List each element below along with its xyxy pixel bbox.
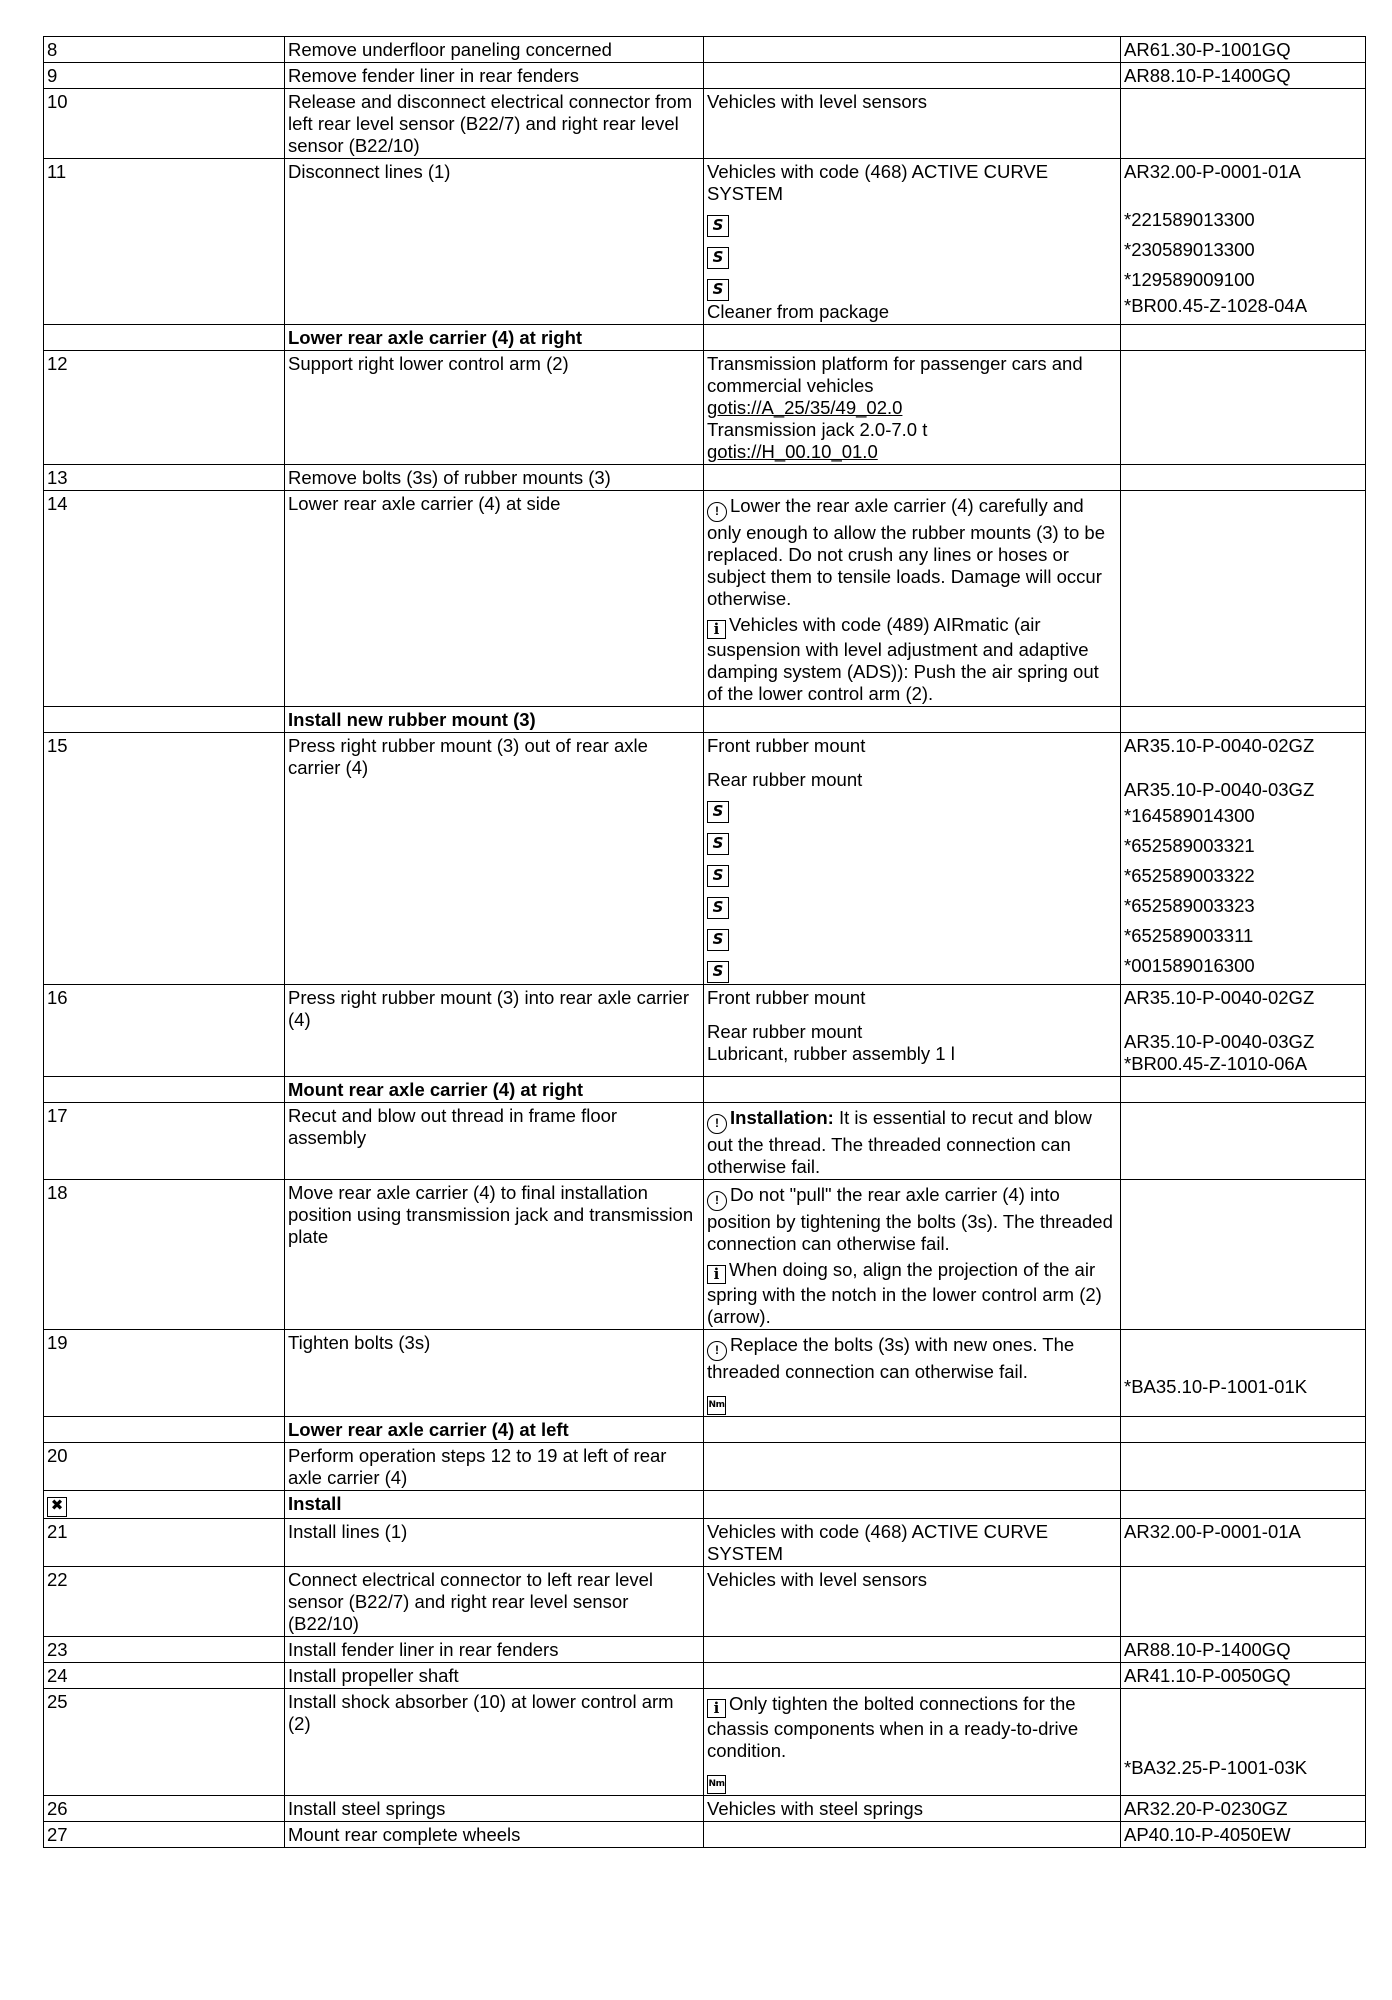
step-number-cell bbox=[44, 37, 285, 63]
step-row bbox=[44, 63, 1366, 89]
note-block bbox=[707, 301, 1117, 323]
reference-cell bbox=[1121, 1103, 1366, 1180]
step-action: Tighten bolts (3s) bbox=[288, 1332, 431, 1353]
document-reference[interactable]: AR61.30-P-1001GQ bbox=[1124, 39, 1291, 60]
reference-cell bbox=[1121, 1491, 1366, 1519]
step-number-cell bbox=[44, 1491, 285, 1519]
notes-cell bbox=[704, 37, 1121, 63]
notes-cell bbox=[704, 1077, 1121, 1103]
warning-icon: ! bbox=[707, 1191, 727, 1211]
action-cell bbox=[285, 63, 704, 89]
reference-cell bbox=[1121, 733, 1366, 985]
step-row bbox=[44, 1103, 1366, 1180]
note-block bbox=[707, 1569, 1117, 1591]
section-title: Mount rear axle carrier (4) at right bbox=[288, 1079, 584, 1100]
note-block bbox=[707, 1334, 1117, 1383]
step-number: 16 bbox=[47, 987, 68, 1008]
step-action: Perform operation steps 12 to 19 at left of rear axle carrier (4) bbox=[288, 1445, 667, 1488]
document-reference[interactable]: AR35.10-P-0040-03GZ bbox=[1124, 1031, 1315, 1052]
note-block bbox=[707, 1521, 1117, 1565]
repair-procedure-table bbox=[43, 36, 1366, 1848]
part-number: *230589013300 bbox=[1124, 239, 1255, 260]
section-title: Lower rear axle carrier (4) at right bbox=[288, 327, 583, 348]
section-row bbox=[44, 707, 1366, 733]
step-number-cell bbox=[44, 985, 285, 1077]
notes-cell bbox=[704, 491, 1121, 707]
note-text: Do not "pull" the rear axle carrier (4) into position by tightening the bolts (3s). The threaded connection can otherwise fail. bbox=[707, 1184, 1113, 1254]
step-row bbox=[44, 465, 1366, 491]
special-tool-icon: S bbox=[707, 215, 729, 237]
step-row bbox=[44, 1519, 1366, 1567]
step-number: 12 bbox=[47, 353, 68, 374]
step-row bbox=[44, 1443, 1366, 1491]
reference-cell bbox=[1121, 63, 1366, 89]
note-block bbox=[707, 769, 1117, 791]
install-icon: ✖ bbox=[47, 1497, 67, 1517]
torque-icon: Nm bbox=[707, 1775, 726, 1794]
step-number-cell bbox=[44, 1519, 285, 1567]
warning-icon: ! bbox=[707, 1114, 727, 1134]
step-row bbox=[44, 89, 1366, 159]
notes-cell bbox=[704, 1103, 1121, 1180]
document-reference[interactable]: AR41.10-P-0050GQ bbox=[1124, 1665, 1291, 1686]
section-row bbox=[44, 325, 1366, 351]
step-number: 23 bbox=[47, 1639, 68, 1660]
step-number-cell bbox=[44, 89, 285, 159]
info-icon: i bbox=[707, 620, 726, 639]
reference-cell bbox=[1121, 89, 1366, 159]
notes-cell bbox=[704, 1519, 1121, 1567]
reference-cell bbox=[1121, 465, 1366, 491]
action-cell bbox=[285, 325, 704, 351]
special-tool-line bbox=[707, 791, 1117, 823]
step-number: 9 bbox=[47, 65, 58, 86]
step-row bbox=[44, 1637, 1366, 1663]
step-number-cell bbox=[44, 733, 285, 985]
notes-cell bbox=[704, 1796, 1121, 1822]
notes-cell bbox=[704, 733, 1121, 985]
notes-cell bbox=[704, 351, 1121, 465]
part-number: *652589003321 bbox=[1124, 835, 1255, 856]
document-reference[interactable]: AR35.10-P-0040-02GZ bbox=[1124, 735, 1315, 756]
step-row bbox=[44, 1180, 1366, 1330]
document-reference[interactable]: AR35.10-P-0040-02GZ bbox=[1124, 987, 1315, 1008]
special-tool-line bbox=[707, 855, 1117, 887]
step-row bbox=[44, 733, 1366, 985]
part-number: *BR00.45-Z-1010-06A bbox=[1124, 1053, 1308, 1074]
step-number-cell bbox=[44, 1443, 285, 1491]
note-block bbox=[707, 1107, 1117, 1178]
action-cell bbox=[285, 351, 704, 465]
torque-line bbox=[707, 1762, 1117, 1794]
note-text: It is essential to recut and blow out the thread. The threaded connection can otherwise fail. bbox=[707, 1107, 1092, 1177]
action-cell bbox=[285, 1103, 704, 1180]
special-tool-line bbox=[707, 237, 1117, 269]
step-row bbox=[44, 1796, 1366, 1822]
step-number: 21 bbox=[47, 1521, 68, 1542]
reference-cell bbox=[1121, 707, 1366, 733]
part-number: *129589009100 bbox=[1124, 269, 1255, 290]
step-action: Install shock absorber (10) at lower control arm (2) bbox=[288, 1691, 674, 1734]
step-action: Install fender liner in rear fenders bbox=[288, 1639, 559, 1660]
note-text: Vehicles with code (489) AIRmatic (air suspension with level adjustment and adaptive damping system (ADS)): Push the air spring out of the lower control arm (2). bbox=[707, 614, 1099, 704]
notes-cell bbox=[704, 1417, 1121, 1443]
step-row bbox=[44, 491, 1366, 707]
part-number: *652589003311 bbox=[1124, 925, 1254, 946]
step-number: 8 bbox=[47, 39, 58, 60]
note-block bbox=[707, 735, 1117, 757]
note-text: Vehicles with steel springs bbox=[707, 1798, 923, 1819]
step-number-cell bbox=[44, 1567, 285, 1637]
notes-cell bbox=[704, 159, 1121, 325]
step-number-cell bbox=[44, 1180, 285, 1330]
step-row bbox=[44, 1663, 1366, 1689]
step-action: Connect electrical connector to left rear level sensor (B22/7) and right rear level sensor (B22/10) bbox=[288, 1569, 654, 1634]
document-reference[interactable]: AP40.10-P-4050EW bbox=[1124, 1824, 1291, 1845]
step-number: 10 bbox=[47, 91, 68, 112]
part-number: *001589016300 bbox=[1124, 955, 1255, 976]
step-action: Remove underfloor paneling concerned bbox=[288, 39, 612, 60]
step-action: Install propeller shaft bbox=[288, 1665, 459, 1686]
document-reference[interactable]: AR32.00-P-0001-01A bbox=[1124, 1521, 1301, 1542]
step-number: 22 bbox=[47, 1569, 68, 1590]
reference-cell bbox=[1121, 1822, 1366, 1848]
reference-cell bbox=[1121, 985, 1366, 1077]
note-label: Installation: bbox=[730, 1107, 834, 1128]
step-action: Install steel springs bbox=[288, 1798, 446, 1819]
action-cell bbox=[285, 1519, 704, 1567]
action-cell bbox=[285, 733, 704, 985]
part-number: *BR00.45-Z-1028-04A bbox=[1124, 295, 1308, 316]
special-tool-icon: S bbox=[707, 801, 729, 823]
step-number-cell bbox=[44, 1330, 285, 1417]
reference-cell bbox=[1121, 351, 1366, 465]
notes-cell bbox=[704, 89, 1121, 159]
warning-icon: ! bbox=[707, 1341, 727, 1361]
reference-cell bbox=[1121, 1330, 1366, 1417]
action-cell bbox=[285, 707, 704, 733]
step-number-cell bbox=[44, 491, 285, 707]
special-tool-icon: S bbox=[707, 865, 729, 887]
notes-cell bbox=[704, 1443, 1121, 1491]
note-block bbox=[707, 1021, 1117, 1043]
note-text: Vehicles with code (468) ACTIVE CURVE SYSTEM bbox=[707, 161, 1049, 204]
document-reference[interactable]: AR88.10-P-1400GQ bbox=[1124, 1639, 1291, 1660]
part-number: *BA35.10-P-1001-01K bbox=[1124, 1376, 1308, 1397]
reference-cell bbox=[1121, 1796, 1366, 1822]
step-number-cell bbox=[44, 465, 285, 491]
special-tool-line bbox=[707, 919, 1117, 951]
part-number: *164589014300 bbox=[1124, 805, 1255, 826]
note-block bbox=[707, 1798, 1117, 1820]
action-cell bbox=[285, 37, 704, 63]
note-block bbox=[707, 353, 1117, 419]
step-row bbox=[44, 37, 1366, 63]
info-icon: i bbox=[707, 1265, 726, 1284]
note-text: Only tighten the bolted connections for the chassis components when in a ready-to-drive condition. bbox=[707, 1693, 1079, 1761]
step-action: Move rear axle carrier (4) to final installation position using transmission jack and transmission plate bbox=[288, 1182, 694, 1247]
reference-cell bbox=[1121, 1519, 1366, 1567]
step-number-cell bbox=[44, 707, 285, 733]
step-action: Mount rear complete wheels bbox=[288, 1824, 521, 1845]
notes-cell bbox=[704, 1330, 1121, 1417]
action-cell bbox=[285, 1689, 704, 1796]
note-text: Rear rubber mount bbox=[707, 769, 863, 790]
special-tool-line bbox=[707, 823, 1117, 855]
notes-cell bbox=[704, 1180, 1121, 1330]
step-row bbox=[44, 1689, 1366, 1796]
step-number: 27 bbox=[47, 1824, 68, 1845]
step-number-cell bbox=[44, 325, 285, 351]
part-number: *652589003323 bbox=[1124, 895, 1255, 916]
part-number: *652589003322 bbox=[1124, 865, 1255, 886]
section-title: Install new rubber mount (3) bbox=[288, 709, 536, 730]
step-row bbox=[44, 985, 1366, 1077]
step-row bbox=[44, 159, 1366, 325]
special-tool-icon: S bbox=[707, 929, 729, 951]
step-number-cell bbox=[44, 1689, 285, 1796]
note-block bbox=[707, 161, 1117, 205]
section-row bbox=[44, 1491, 1366, 1519]
note-text: Vehicles with level sensors bbox=[707, 91, 928, 112]
document-reference[interactable]: AR32.00-P-0001-01A bbox=[1124, 161, 1301, 182]
note-text: Cleaner from package bbox=[707, 301, 890, 322]
notes-cell bbox=[704, 707, 1121, 733]
special-tool-icon: S bbox=[707, 247, 729, 269]
step-action: Install lines (1) bbox=[288, 1521, 408, 1542]
notes-cell bbox=[704, 465, 1121, 491]
action-cell bbox=[285, 1417, 704, 1443]
note-text: Lower the rear axle carrier (4) carefully and only enough to allow the rubber mounts (3) to be replaced. Do not crush any lines or hoses or subject them to tensile loads. Damage will occur otherwise. bbox=[707, 495, 1105, 609]
warning-icon: ! bbox=[707, 502, 727, 522]
step-action: Press right rubber mount (3) out of rear axle carrier (4) bbox=[288, 735, 648, 778]
info-icon: i bbox=[707, 1699, 726, 1718]
action-cell bbox=[285, 491, 704, 707]
step-number: 18 bbox=[47, 1182, 68, 1203]
action-cell bbox=[285, 1180, 704, 1330]
step-number-cell bbox=[44, 1077, 285, 1103]
gotis-link[interactable]: gotis://A_25/35/49_02.0 bbox=[707, 397, 903, 418]
reference-cell bbox=[1121, 491, 1366, 707]
action-cell bbox=[285, 1330, 704, 1417]
reference-cell bbox=[1121, 1663, 1366, 1689]
action-cell bbox=[285, 1567, 704, 1637]
special-tool-line bbox=[707, 269, 1117, 301]
step-row bbox=[44, 1822, 1366, 1848]
note-text: Front rubber mount bbox=[707, 735, 866, 756]
step-action: Press right rubber mount (3) into rear axle carrier (4) bbox=[288, 987, 689, 1030]
action-cell bbox=[285, 1637, 704, 1663]
document-reference[interactable]: AR88.10-P-1400GQ bbox=[1124, 65, 1291, 86]
note-block bbox=[707, 614, 1117, 705]
reference-cell bbox=[1121, 325, 1366, 351]
step-row bbox=[44, 1567, 1366, 1637]
reference-cell bbox=[1121, 1077, 1366, 1103]
special-tool-icon: S bbox=[707, 833, 729, 855]
step-number: 17 bbox=[47, 1105, 68, 1126]
notes-cell bbox=[704, 325, 1121, 351]
step-number: 14 bbox=[47, 493, 68, 514]
note-text: Lubricant, rubber assembly 1 l bbox=[707, 1043, 955, 1064]
step-number-cell bbox=[44, 351, 285, 465]
notes-cell bbox=[704, 1637, 1121, 1663]
reference-cell bbox=[1121, 1689, 1366, 1796]
note-text: Front rubber mount bbox=[707, 987, 866, 1008]
note-text: Vehicles with code (468) ACTIVE CURVE SYSTEM bbox=[707, 1521, 1049, 1564]
action-cell bbox=[285, 159, 704, 325]
step-number-cell bbox=[44, 159, 285, 325]
step-row bbox=[44, 351, 1366, 465]
document-reference[interactable]: AR32.20-P-0230GZ bbox=[1124, 1798, 1288, 1819]
part-number: *221589013300 bbox=[1124, 209, 1255, 230]
note-text: Transmission platform for passenger cars and commercial vehicles bbox=[707, 353, 1083, 396]
step-action: Support right lower control arm (2) bbox=[288, 353, 569, 374]
action-cell bbox=[285, 1663, 704, 1689]
reference-cell bbox=[1121, 1443, 1366, 1491]
section-row bbox=[44, 1417, 1366, 1443]
notes-cell bbox=[704, 1822, 1121, 1848]
note-block bbox=[707, 1259, 1117, 1328]
notes-cell bbox=[704, 1689, 1121, 1796]
step-action: Remove fender liner in rear fenders bbox=[288, 65, 580, 86]
special-tool-line bbox=[707, 951, 1117, 983]
step-action: Release and disconnect electrical connector from left rear level sensor (B22/7) and right rear level sensor (B22/10) bbox=[288, 91, 693, 156]
torque-line bbox=[707, 1383, 1117, 1415]
step-action: Remove bolts (3s) of rubber mounts (3) bbox=[288, 467, 611, 488]
action-cell bbox=[285, 89, 704, 159]
section-row bbox=[44, 1077, 1366, 1103]
step-row bbox=[44, 1330, 1366, 1417]
step-number-cell bbox=[44, 1637, 285, 1663]
document-reference[interactable]: AR35.10-P-0040-03GZ bbox=[1124, 779, 1315, 800]
note-text: Transmission jack 2.0-7.0 t bbox=[707, 419, 928, 440]
action-cell bbox=[285, 465, 704, 491]
reference-cell bbox=[1121, 1637, 1366, 1663]
note-block bbox=[707, 91, 1117, 113]
action-cell bbox=[285, 985, 704, 1077]
action-cell bbox=[285, 1822, 704, 1848]
step-action: Lower rear axle carrier (4) at side bbox=[288, 493, 561, 514]
step-number-cell bbox=[44, 1663, 285, 1689]
note-block bbox=[707, 1184, 1117, 1255]
notes-cell bbox=[704, 63, 1121, 89]
note-text: Replace the bolts (3s) with new ones. The threaded connection can otherwise fail. bbox=[707, 1334, 1075, 1382]
note-block bbox=[707, 1693, 1117, 1762]
step-number-cell bbox=[44, 1417, 285, 1443]
step-action: Disconnect lines (1) bbox=[288, 161, 451, 182]
reference-cell bbox=[1121, 1180, 1366, 1330]
step-number: 25 bbox=[47, 1691, 68, 1712]
step-number: 26 bbox=[47, 1798, 68, 1819]
step-number-cell bbox=[44, 1103, 285, 1180]
note-text: Rear rubber mount bbox=[707, 1021, 863, 1042]
reference-cell bbox=[1121, 1417, 1366, 1443]
part-number: *BA32.25-P-1001-03K bbox=[1124, 1757, 1308, 1778]
notes-cell bbox=[704, 1663, 1121, 1689]
special-tool-icon: S bbox=[707, 961, 729, 983]
step-action: Recut and blow out thread in frame floor assembly bbox=[288, 1105, 618, 1148]
notes-cell bbox=[704, 985, 1121, 1077]
step-number: 15 bbox=[47, 735, 68, 756]
notes-cell bbox=[704, 1567, 1121, 1637]
note-text: When doing so, align the projection of the air spring with the notch in the lower control arm (2) (arrow). bbox=[707, 1259, 1102, 1327]
note-block bbox=[707, 1043, 1117, 1065]
section-title: Lower rear axle carrier (4) at left bbox=[288, 1419, 569, 1440]
gotis-link[interactable]: gotis://H_00.10_01.0 bbox=[707, 441, 878, 462]
step-number-cell bbox=[44, 1822, 285, 1848]
step-number: 19 bbox=[47, 1332, 68, 1353]
special-tool-icon: S bbox=[707, 279, 729, 301]
step-number-cell bbox=[44, 1796, 285, 1822]
action-cell bbox=[285, 1077, 704, 1103]
notes-cell bbox=[704, 1491, 1121, 1519]
special-tool-icon: S bbox=[707, 897, 729, 919]
note-text: Vehicles with level sensors bbox=[707, 1569, 928, 1590]
section-title: Install bbox=[288, 1493, 342, 1514]
step-number: 11 bbox=[47, 161, 67, 182]
action-cell bbox=[285, 1443, 704, 1491]
note-block bbox=[707, 495, 1117, 610]
reference-cell bbox=[1121, 159, 1366, 325]
note-block bbox=[707, 987, 1117, 1009]
torque-icon: Nm bbox=[707, 1396, 726, 1415]
step-number: 20 bbox=[47, 1445, 68, 1466]
step-number-cell bbox=[44, 63, 285, 89]
step-number: 24 bbox=[47, 1665, 68, 1686]
action-cell bbox=[285, 1491, 704, 1519]
reference-cell bbox=[1121, 1567, 1366, 1637]
action-cell bbox=[285, 1796, 704, 1822]
note-block bbox=[707, 419, 1117, 463]
special-tool-line bbox=[707, 205, 1117, 237]
reference-cell bbox=[1121, 37, 1366, 63]
special-tool-line bbox=[707, 887, 1117, 919]
step-number: 13 bbox=[47, 467, 68, 488]
